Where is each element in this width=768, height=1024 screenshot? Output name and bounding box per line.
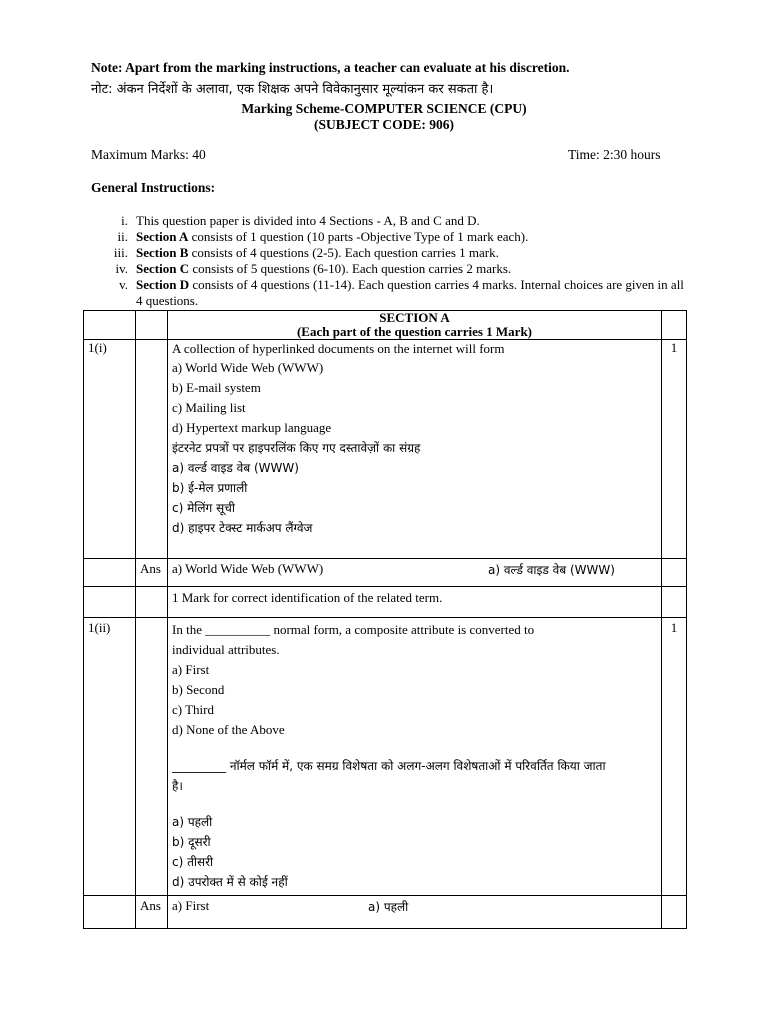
answer-label: Ans [136, 559, 168, 587]
answer-hindi: a) पहली [368, 900, 409, 914]
option-hindi: b) ई-मेल प्रणाली [172, 481, 248, 495]
marking-note-row [84, 587, 687, 618]
instruction-item: iii. Section B consists of 4 questions (2-5). Each question carries 1 mark. [113, 245, 499, 260]
marking-note: 1 Mark for correct identification of the related term. [168, 587, 662, 618]
answer-english: a) World Wide Web (WWW) [172, 561, 324, 576]
question-text-hindi-cont: है। [172, 779, 183, 793]
question-text: In the __________ normal form, a composite attribute is converted to [172, 622, 535, 637]
subject-code: (SUBJECT CODE: 906) [313, 117, 455, 132]
question-text-cont: individual attributes. [172, 642, 280, 657]
marks: 1 [662, 340, 687, 559]
instruction-item: iv. Section C consists of 5 questions (6-10). Each question carries 2 marks. [115, 261, 512, 276]
answer-english: a) First [172, 898, 210, 913]
instruction-item: i. This question paper is divided into 4 Sections - A, B and C and D. [121, 213, 480, 228]
time-duration: Time: 2:30 hours [568, 147, 661, 162]
option: c) Mailing list [172, 400, 246, 415]
option-hindi: d) उपरोक्त में से कोई नहीं [172, 875, 288, 889]
question-number: 1(ii) [84, 618, 136, 896]
option: c) Third [172, 702, 214, 717]
instructions-list [88, 213, 688, 309]
question-text-hindi: इंटरनेट प्रपत्रों पर हाइपरलिंक किए गए दस्तावेज़ों का संग्रह [172, 441, 421, 455]
option-hindi: d) हाइपर टेक्स्ट मार्कअप लैंग्वेज [172, 521, 313, 535]
question-text: A collection of hyperlinked documents on the internet will form [172, 341, 505, 356]
section-header-row [84, 311, 687, 340]
section-subtitle: (Each part of the question carries 1 Mark) [296, 324, 533, 339]
answer-row [84, 559, 687, 587]
question-text-hindi: _________ नॉर्मल फॉर्म में, एक समग्र विशेषता को अलग-अलग विशेषताओं में परिवर्तित किया जाता [172, 759, 606, 773]
option-hindi: c) तीसरी [172, 855, 214, 869]
section-title: SECTION A [379, 310, 450, 325]
option: d) None of the Above [172, 722, 285, 737]
note-hindi: नोट: अंकन निर्देशों के अलावा, एक शिक्षक अपने विवेकानुसार मूल्यांकन कर सकता है। [91, 82, 494, 97]
question-row [84, 618, 687, 896]
question-row [84, 340, 687, 559]
note-english: Note: Apart from the marking instructions, a teacher can evaluate at his discretion. [91, 60, 570, 75]
instruction-item: v. Section D consists of 4 questions (11-14). Each question carries 4 marks. Internal choices are given in all 4 questions. [119, 277, 684, 308]
answer-hindi: a) वर्ल्ड वाइड वेब (WWW) [488, 563, 615, 577]
document-title: Marking Scheme-COMPUTER SCIENCE (CPU) [241, 101, 527, 116]
option: a) World Wide Web (WWW) [172, 360, 324, 375]
general-instructions-heading: General Instructions: [91, 180, 216, 195]
option: b) E-mail system [172, 380, 261, 395]
answer-label: Ans [136, 896, 168, 929]
option-hindi: a) पहली [172, 815, 213, 829]
option-hindi: a) वर्ल्ड वाइड वेब (WWW) [172, 461, 299, 475]
maximum-marks: Maximum Marks: 40 [91, 147, 206, 162]
marks: 1 [662, 618, 687, 896]
answer-row [84, 896, 687, 929]
marking-scheme-table [83, 310, 687, 929]
instruction-item: ii. Section A consists of 1 question (10 parts -Objective Type of 1 mark each). [117, 229, 529, 244]
question-number: 1(i) [84, 340, 136, 559]
option-hindi: b) दूसरी [172, 835, 211, 849]
option: d) Hypertext markup language [172, 420, 332, 435]
option: a) First [172, 662, 210, 677]
option: b) Second [172, 682, 225, 697]
option-hindi: c) मेलिंग सूची [172, 501, 235, 515]
